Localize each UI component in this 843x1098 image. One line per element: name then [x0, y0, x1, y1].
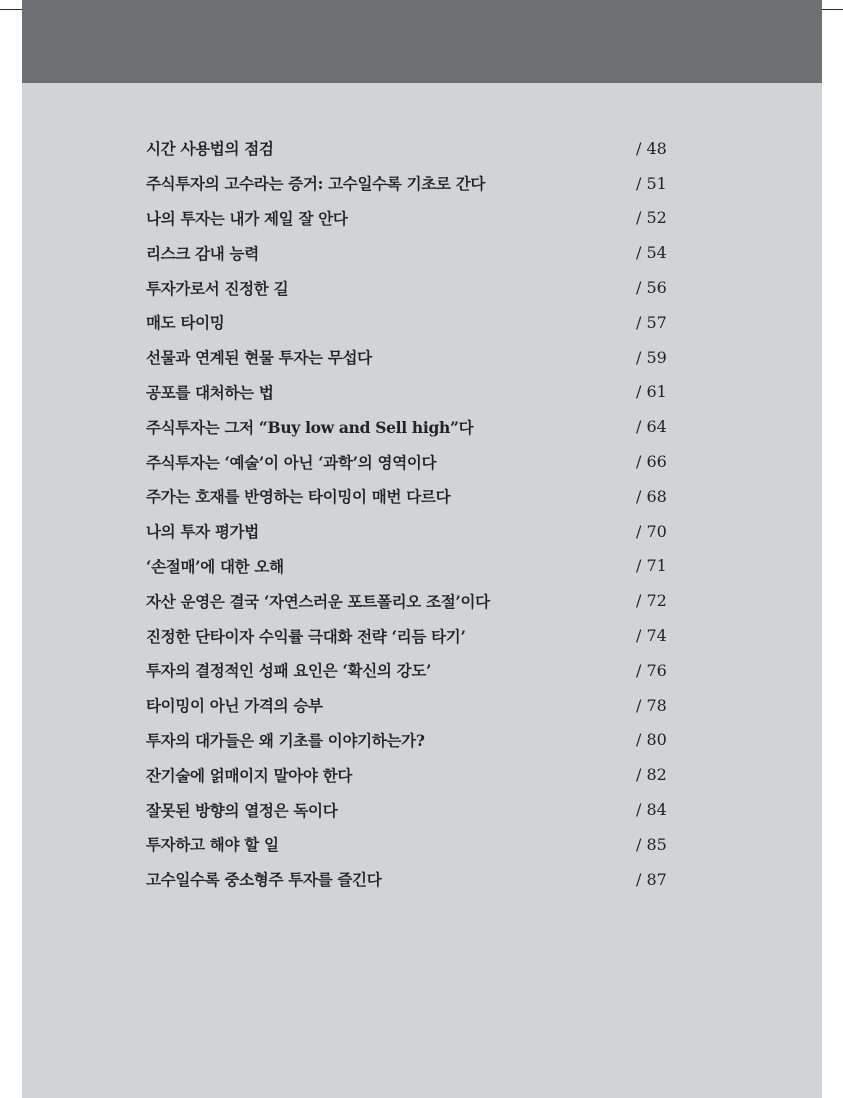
toc-entry-title: 선물과 연계된 현물 투자는 무섭다 [146, 348, 372, 368]
toc-entry-title: 고수일수록 중소형주 투자를 즐긴다 [146, 870, 382, 890]
toc-entry-page-number: / 84 [636, 800, 667, 820]
toc-entry[interactable] [146, 444, 694, 479]
toc-entry-page-number: / 61 [636, 382, 667, 402]
toc-entry[interactable] [146, 618, 694, 653]
toc-entry[interactable] [146, 653, 694, 688]
toc-entry[interactable] [146, 479, 694, 514]
toc-entry-page-number: / 56 [636, 278, 667, 298]
toc-entry[interactable] [146, 166, 694, 201]
toc-entry-page-number: / 76 [636, 660, 667, 680]
toc-entry-title: 나의 투자는 내가 제일 잘 안다 [146, 208, 348, 228]
toc-entry[interactable] [146, 340, 694, 375]
toc-entry-page-number: / 52 [636, 208, 667, 228]
crop-mark-right [819, 9, 843, 10]
toc-entry[interactable] [146, 375, 694, 410]
toc-entry[interactable] [146, 235, 694, 270]
toc-entry-title: 나의 투자 평가법 [146, 522, 259, 542]
toc-entry[interactable] [146, 409, 694, 444]
toc-entry-title: ‘손절매’에 대한 오해 [146, 556, 284, 576]
table-of-contents [146, 131, 694, 897]
toc-entry-page-number: / 59 [636, 347, 667, 367]
toc-entry-page-number: / 87 [636, 869, 667, 889]
book-page [22, 0, 822, 1098]
toc-entry-title: 투자가로서 진정한 길 [146, 278, 289, 298]
toc-entry-page-number: / 85 [636, 834, 667, 854]
toc-entry[interactable] [146, 270, 694, 305]
toc-entry[interactable] [146, 131, 694, 166]
toc-entry[interactable] [146, 792, 694, 827]
toc-entry-page-number: / 71 [636, 556, 667, 576]
toc-entry[interactable] [146, 757, 694, 792]
toc-entry-title: 자산 운영은 결국 ‘자연스러운 포트폴리오 조절’이다 [146, 591, 490, 611]
toc-entry[interactable] [146, 723, 694, 758]
toc-entry-page-number: / 54 [636, 243, 667, 263]
toc-entry-title: 리스크 감내 능력 [146, 243, 259, 263]
header-band [22, 0, 822, 83]
toc-entry-title: 투자의 대가들은 왜 기초를 이야기하는가? [146, 730, 425, 750]
toc-entry[interactable] [146, 583, 694, 618]
toc-entry-page-number: / 74 [636, 626, 667, 646]
toc-entry-page-number: / 78 [636, 695, 667, 715]
toc-entry-page-number: / 82 [636, 765, 667, 785]
toc-entry[interactable] [146, 549, 694, 584]
toc-entry-title: 공포를 대처하는 법 [146, 382, 274, 402]
toc-entry-title: 주가는 호재를 반영하는 타이밍이 매번 다르다 [146, 487, 451, 507]
toc-entry-title: 타이밍이 아닌 가격의 승부 [146, 696, 323, 716]
toc-entry-title: 진정한 단타이자 수익률 극대화 전략 ‘리듬 타기’ [146, 626, 466, 646]
toc-entry[interactable] [146, 514, 694, 549]
toc-entry-page-number: / 66 [636, 452, 667, 472]
toc-entry-page-number: / 72 [636, 591, 667, 611]
crop-mark-left [0, 9, 24, 10]
toc-entry[interactable] [146, 305, 694, 340]
toc-entry-title: 잔기술에 얽매이지 말아야 한다 [146, 765, 353, 785]
toc-entry-title: 투자의 결정적인 성패 요인은 ‘확신의 강도’ [146, 661, 432, 681]
toc-entry-title: 매도 타이밍 [146, 313, 225, 333]
toc-entry-page-number: / 48 [636, 138, 667, 158]
toc-entry-page-number: / 57 [636, 312, 667, 332]
toc-entry-page-number: / 70 [636, 521, 667, 541]
toc-entry-title: 주식투자는 그저 “Buy low and Sell high”다 [146, 417, 474, 437]
toc-entry[interactable] [146, 201, 694, 236]
toc-entry-page-number: / 51 [636, 173, 667, 193]
toc-entry-title: 시간 사용법의 점검 [146, 139, 274, 159]
toc-entry-page-number: / 64 [636, 417, 667, 437]
toc-entry-title: 잘못된 방향의 열정은 독이다 [146, 800, 338, 820]
toc-entry[interactable] [146, 862, 694, 897]
toc-entry-title: 주식투자는 ‘예술’이 아닌 ‘과학’의 영역이다 [146, 452, 437, 472]
toc-entry-title: 투자하고 해야 할 일 [146, 835, 279, 855]
toc-entry-page-number: / 68 [636, 486, 667, 506]
toc-entry[interactable] [146, 827, 694, 862]
toc-entry-title: 주식투자의 고수라는 증거: 고수일수록 기초로 간다 [146, 174, 486, 194]
toc-entry[interactable] [146, 688, 694, 723]
toc-entry-page-number: / 80 [636, 730, 667, 750]
